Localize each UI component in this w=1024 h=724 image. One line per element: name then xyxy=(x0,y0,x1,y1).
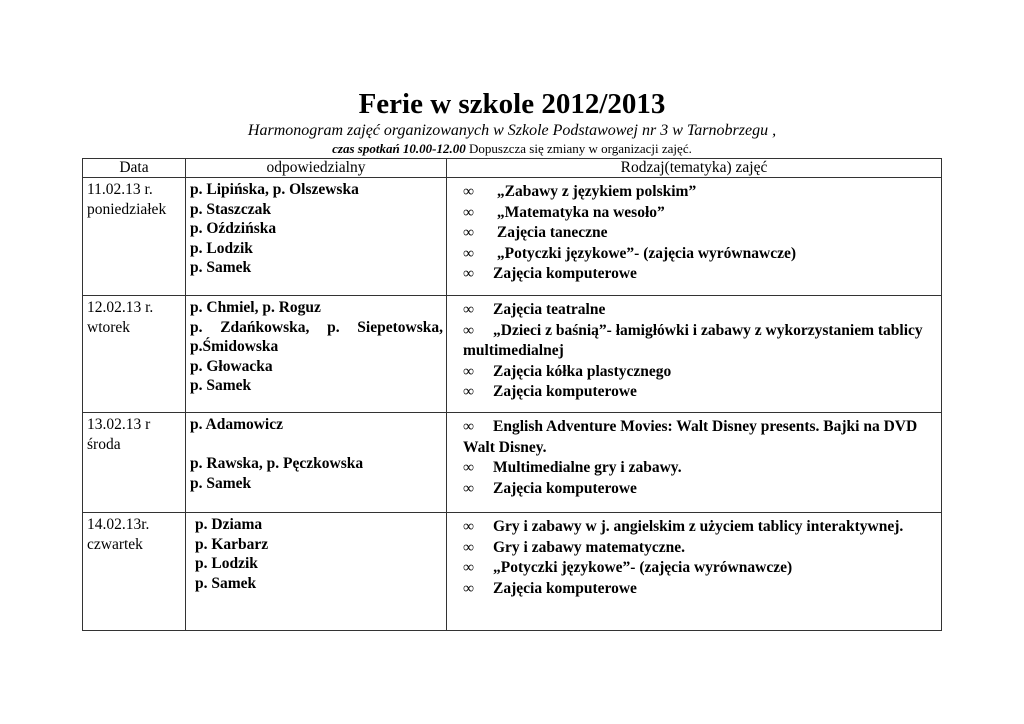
header-activities: Rodzaj(tematyka) zajęć xyxy=(447,159,942,178)
activity-item xyxy=(463,300,933,321)
activity-text: Gry i zabawy w j. angielskim z użyciem tablicy interaktywnej. xyxy=(493,518,904,535)
header-date: Data xyxy=(83,159,186,178)
date-text: 11.02.13 r. xyxy=(87,181,153,198)
activity-text: Zajęcia kółka plastycznego xyxy=(493,362,672,380)
date-cell xyxy=(83,513,186,631)
table-header-row xyxy=(83,159,942,178)
activity-text: „Matematyka na wesoło” xyxy=(496,203,665,221)
responsible-person: p. Lodzik xyxy=(195,555,258,572)
activity-text: „Zabawy z językiem polskim” xyxy=(496,183,697,200)
bullet-icon: ∞ xyxy=(463,518,475,535)
date-cell xyxy=(83,296,186,413)
bullet-icon: ∞ xyxy=(463,383,475,400)
bullet-icon: ∞ xyxy=(463,301,475,318)
responsible-person: p. Samek xyxy=(195,574,257,592)
activity-item xyxy=(463,362,933,383)
activities-cell xyxy=(447,513,942,631)
date-cell xyxy=(83,178,186,296)
bullet-icon: ∞ xyxy=(463,183,475,200)
day-text: wtorek xyxy=(87,318,131,336)
activity-item xyxy=(463,321,933,362)
responsible-person: p. Oździńska xyxy=(190,220,277,237)
table-row xyxy=(83,413,942,513)
activity-text: Zajęcia komputerowe xyxy=(493,265,637,282)
bullet-icon: ∞ xyxy=(463,479,475,497)
responsible-person: p. Lodzik xyxy=(190,239,253,257)
activity-item xyxy=(463,244,933,265)
activity-text: Zajęcia komputerowe xyxy=(493,579,637,597)
activity-item xyxy=(463,182,933,203)
bullet-icon: ∞ xyxy=(463,418,475,435)
activity-text: Gry i zabawy matematyczne. xyxy=(493,538,685,556)
activities-cell xyxy=(447,413,942,513)
responsible-person: p. Chmiel, p. Roguz xyxy=(190,299,321,316)
bullet-icon: ∞ xyxy=(463,244,475,262)
responsible-cell xyxy=(186,513,447,631)
date-text: 13.02.13 r xyxy=(87,416,151,433)
bullet-icon: ∞ xyxy=(463,559,475,576)
bullet-icon: ∞ xyxy=(463,362,475,380)
responsible-person: p. Samek xyxy=(190,259,252,276)
activity-text: „Potyczki językowe”- (zajęcia wyrównawcze) xyxy=(496,244,796,262)
table-row xyxy=(83,296,942,413)
responsible-person: p. Samek xyxy=(190,377,252,394)
activities-cell xyxy=(447,178,942,296)
bullet-icon: ∞ xyxy=(463,203,475,221)
activity-text: Multimedialne gry i zabawy. xyxy=(493,459,682,476)
bullet-icon: ∞ xyxy=(463,538,475,556)
bullet-icon: ∞ xyxy=(463,459,475,476)
activity-text: Zajęcia teatralne xyxy=(493,301,606,318)
header-responsible: odpowiedzialny xyxy=(186,159,447,178)
bullet-icon: ∞ xyxy=(463,579,475,597)
meeting-time: czas spotkań 10.00-12.00 xyxy=(332,141,466,156)
date-cell xyxy=(83,413,186,513)
activity-item xyxy=(463,203,933,224)
day-text: środa xyxy=(87,435,121,453)
document-title: Ferie w szkole 2012/2013 xyxy=(358,88,666,120)
activity-item xyxy=(463,382,933,403)
bullet-icon: ∞ xyxy=(463,321,475,339)
activity-item xyxy=(463,579,933,600)
responsible-cell xyxy=(186,413,447,513)
schedule-note xyxy=(0,141,1024,156)
responsible-cell xyxy=(186,296,447,413)
changes-note: Dopuszcza się zmiany w organizacji zajęć. xyxy=(465,141,692,156)
activity-item xyxy=(463,264,933,285)
responsible-person: p. Dziama xyxy=(195,516,263,533)
date-text: 14.02.13r. xyxy=(87,516,150,533)
responsible-person: p. Lipińska, p. Olszewska xyxy=(190,181,359,198)
activity-text: Zajęcia komputerowe xyxy=(493,383,637,400)
date-text: 12.02.13 r. xyxy=(87,299,154,316)
blank-line xyxy=(190,435,443,455)
activity-text: „Potyczki językowe”- (zajęcia wyrównawcze) xyxy=(493,559,793,576)
responsible-person: p. Zdańkowska, p. Siepetowska, xyxy=(190,318,443,336)
day-text: poniedziałek xyxy=(87,200,167,218)
bullet-icon: ∞ xyxy=(463,265,475,282)
activity-item xyxy=(463,517,933,538)
activity-item xyxy=(463,458,933,479)
activity-item xyxy=(463,479,933,500)
responsible-person: p. Rawska, p. Pęczkowska xyxy=(190,455,364,472)
responsible-person: p. Samek xyxy=(190,474,252,492)
activities-cell xyxy=(447,296,942,413)
table-row xyxy=(83,513,942,631)
activity-item xyxy=(463,223,933,244)
activity-text: Zajęcia komputerowe xyxy=(493,479,637,497)
activity-text: Zajęcia taneczne xyxy=(496,224,608,241)
activity-text: „Dzieci z baśnią”- łamigłówki i zabawy z wykorzystaniem tablicy multimedialnej xyxy=(463,321,923,359)
responsible-person: p. Adamowicz xyxy=(190,416,283,433)
activity-item xyxy=(463,417,933,458)
responsible-person: p. Karbarz xyxy=(195,535,269,553)
responsible-person: p. Głowacka xyxy=(190,357,273,375)
table-row xyxy=(83,178,942,296)
responsible-person: p.Śmidowska xyxy=(190,338,279,355)
bullet-icon: ∞ xyxy=(463,224,475,241)
schedule-table xyxy=(82,158,942,631)
activity-text: English Adventure Movies: Walt Disney presents. Bajki na DVD Walt Disney. xyxy=(463,418,918,456)
document-subtitle: Harmonogram zajęć organizowanych w Szkole Podstawowej nr 3 w Tarnobrzegu , xyxy=(247,122,777,139)
activity-item xyxy=(463,558,933,579)
responsible-cell xyxy=(186,178,447,296)
day-text: czwartek xyxy=(87,535,143,553)
activity-item xyxy=(463,538,933,559)
responsible-person: p. Staszczak xyxy=(190,200,271,218)
